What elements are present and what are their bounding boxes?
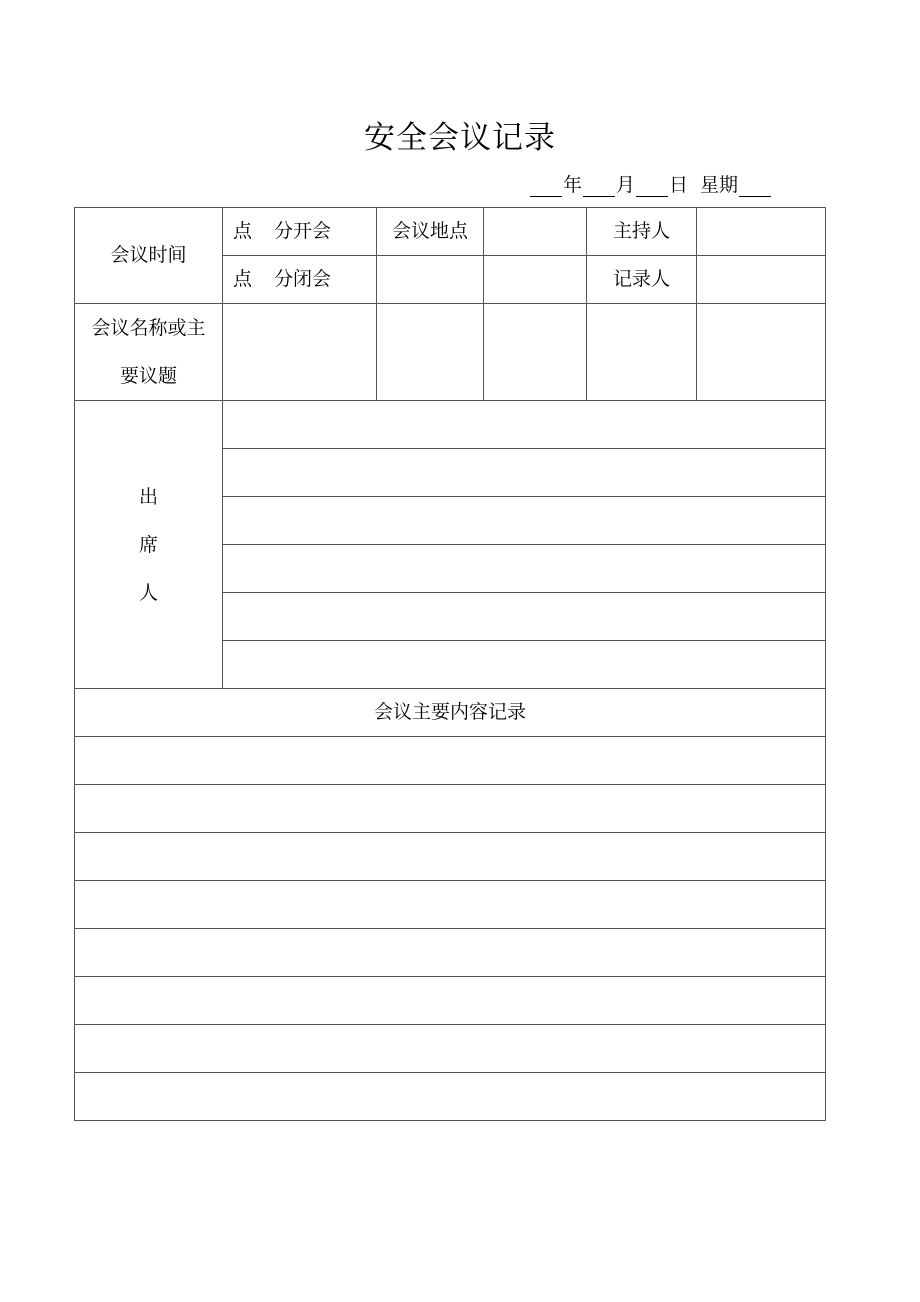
location-label: 会议地点 bbox=[377, 208, 484, 256]
attendee-row[interactable] bbox=[223, 449, 826, 497]
weekday-label: 星期 bbox=[700, 174, 739, 196]
year-label: 年 bbox=[563, 174, 583, 196]
month-blank[interactable] bbox=[583, 176, 615, 197]
meeting-record-table bbox=[74, 207, 826, 1121]
attendees-char-2: 席 bbox=[138, 533, 158, 556]
attendees-label bbox=[75, 401, 223, 689]
location-field-2[interactable] bbox=[377, 256, 484, 304]
meeting-time-label: 会议时间 bbox=[75, 208, 223, 304]
year-blank[interactable] bbox=[530, 176, 562, 197]
topic-label bbox=[75, 304, 223, 401]
topic-label-line-2: 要议题 bbox=[119, 365, 177, 387]
content-row[interactable] bbox=[75, 929, 826, 977]
attendee-row[interactable] bbox=[223, 497, 826, 545]
host-label: 主持人 bbox=[587, 208, 697, 256]
attendees-char-3: 人 bbox=[138, 581, 158, 604]
content-row[interactable] bbox=[75, 833, 826, 881]
day-label: 日 bbox=[669, 174, 689, 196]
recorder-label: 记录人 bbox=[587, 256, 697, 304]
weekday-blank[interactable] bbox=[739, 176, 771, 197]
close-minute-label: 分闭会 bbox=[274, 268, 332, 291]
topic-field-1[interactable] bbox=[223, 304, 377, 401]
close-time-field[interactable] bbox=[223, 256, 377, 304]
page-title: 安全会议记录 bbox=[364, 120, 556, 156]
topic-field-2[interactable] bbox=[377, 304, 484, 401]
day-blank[interactable] bbox=[636, 176, 668, 197]
content-row[interactable] bbox=[75, 1025, 826, 1073]
location-field-3[interactable] bbox=[484, 256, 587, 304]
attendee-row[interactable] bbox=[223, 593, 826, 641]
attendee-row[interactable] bbox=[223, 545, 826, 593]
location-field[interactable] bbox=[484, 208, 587, 256]
content-row[interactable] bbox=[75, 1073, 826, 1121]
topic-field-3[interactable] bbox=[484, 304, 587, 401]
month-label: 月 bbox=[616, 174, 636, 196]
attendees-char-1: 出 bbox=[138, 485, 158, 508]
open-minute-label: 分开会 bbox=[274, 220, 332, 243]
content-header: 会议主要内容记录 bbox=[75, 689, 826, 737]
topic-label-line-1: 会议名称或主 bbox=[91, 317, 206, 339]
topic-field-5[interactable] bbox=[697, 304, 826, 401]
open-time-field[interactable] bbox=[223, 208, 377, 256]
topic-field-4[interactable] bbox=[587, 304, 697, 401]
date-line bbox=[530, 170, 771, 197]
content-row[interactable] bbox=[75, 977, 826, 1025]
host-field[interactable] bbox=[697, 208, 826, 256]
recorder-field[interactable] bbox=[697, 256, 826, 304]
content-row[interactable] bbox=[75, 785, 826, 833]
content-row[interactable] bbox=[75, 881, 826, 929]
close-hour-label: 点 bbox=[233, 268, 253, 291]
content-row[interactable] bbox=[75, 737, 826, 785]
open-hour-label: 点 bbox=[233, 220, 253, 243]
attendee-row[interactable] bbox=[223, 401, 826, 449]
attendee-row[interactable] bbox=[223, 641, 826, 689]
